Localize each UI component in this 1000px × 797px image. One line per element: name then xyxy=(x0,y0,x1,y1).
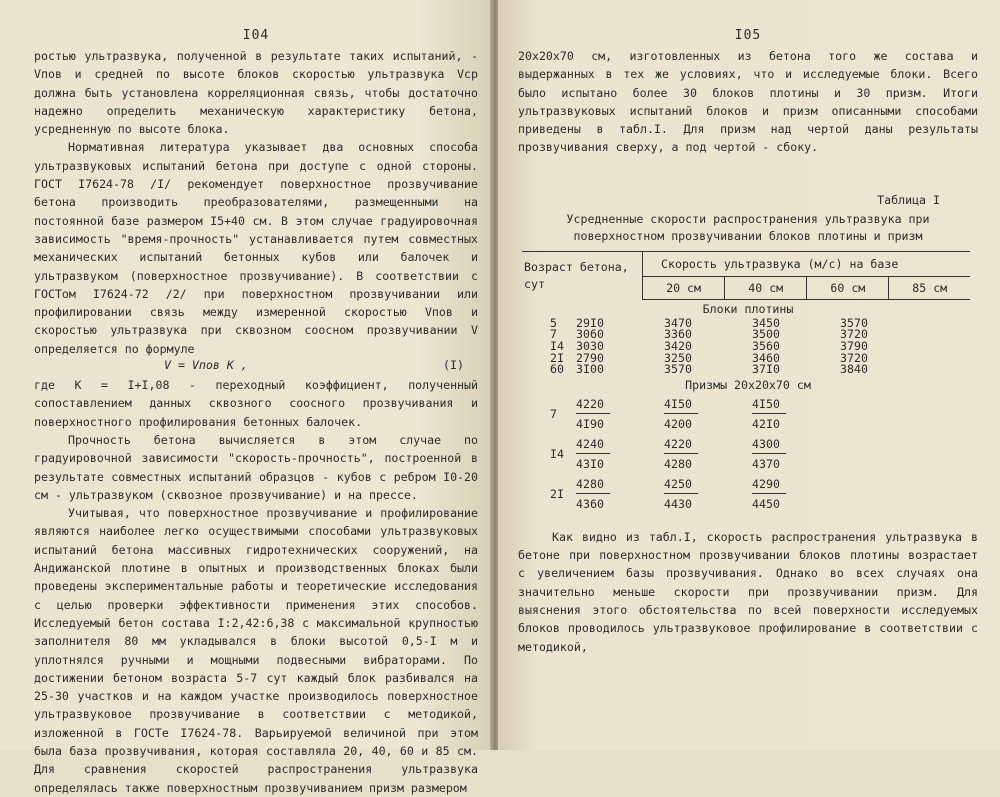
value-top: 4250 xyxy=(664,476,692,491)
right-page xyxy=(498,0,1000,750)
prism-row xyxy=(518,434,978,474)
age-cell: 60 xyxy=(550,362,564,377)
fraction-cell xyxy=(752,476,840,512)
value-cell: 3470 xyxy=(664,315,692,330)
value-cell: 3450 xyxy=(752,315,780,330)
formula-number: (I) xyxy=(443,358,464,373)
value-cell: 3030 xyxy=(576,338,604,353)
value-bottom: 42I0 xyxy=(752,416,780,431)
age-cell: I4 xyxy=(550,338,564,353)
value-top: 4220 xyxy=(664,436,692,451)
value-top: 4I50 xyxy=(664,396,692,411)
value-top: 4220 xyxy=(576,396,604,411)
value-cell: 3460 xyxy=(752,350,780,365)
paragraph: ростью ультразвука, полученной в результате таких испытаний, - Vпов и средней по высоте блоков скоростью ультразвука Vср должна быть установлена корреляционная связь, чтобы достаточно надежно определить механическую характеристику бетона, усредненную по высоте блока. xyxy=(34,49,478,137)
table-title-line: поверхностном прозвучивании блоков плотины и призм xyxy=(573,228,923,243)
value-top: 4300 xyxy=(752,436,780,451)
table-title xyxy=(518,211,978,245)
right-page-number: I05 xyxy=(734,28,762,43)
paragraph: 20x20x70 см, изготовленных из бетона того же состава и выдержанных в тех же условиях, что и исследуемые блоки. Всего было испытано более 30 блоков плотины и 30 призм. Итоги ультразвуковых испытаний блоков и призм описанными способами приведены в табл.I. Для призм над чертой даны результаты прозвучивания сверху, а под чертой - сбоку. xyxy=(518,49,978,155)
header-base: 40 см xyxy=(725,276,807,299)
fraction-cell xyxy=(576,396,664,432)
value-cell: 3500 xyxy=(752,327,780,342)
value-bottom: 4360 xyxy=(576,496,604,511)
header-base: 85 см xyxy=(889,276,970,299)
paragraph: где K = I+I,08 - переходный коэффициент, полученный сопоставлением данных сквозного соосного прозвучивания и поверхностного профилирования бетонных балочек. xyxy=(34,378,478,429)
age-cell: 7 xyxy=(550,406,557,421)
paragraph: Прочность бетона вычисляется в этом случае по градуировочной зависимости "скорость-прочность", построенной в результате совместных испытаний образцов - кубов с ребром I0-20 см - ультразвуком (сквозное прозвучивание) и на прессе. xyxy=(34,432,478,502)
left-page-number: I04 xyxy=(242,28,270,43)
value-cell: 3720 xyxy=(840,350,868,365)
value-top: 4I50 xyxy=(752,396,780,411)
fraction-cell xyxy=(576,436,664,472)
paragraph: Как видно из табл.I, скорость распространения ультразвука в бетоне при поверхностном прозвучивании блоков плотины возрастает с увеличением базы прозвучивания. Однако во всех случаях она значительно меньше скорости при прозвучивании призм. Для выяснения этого обстоятельства по всей поверхности исследуемых блоков проводилось ультразвуковое профилирование в соответствии с методикой, xyxy=(518,529,978,654)
value-bottom: 43I0 xyxy=(576,456,604,471)
value-cell: 3060 xyxy=(576,327,604,342)
value-top: 4240 xyxy=(576,436,604,451)
value-cell: 3I00 xyxy=(576,362,604,377)
formula-line xyxy=(34,358,478,376)
right-page-text xyxy=(518,47,978,157)
age-cell: 5 xyxy=(550,315,557,330)
value-bottom: 4450 xyxy=(752,496,780,511)
value-cell: 3570 xyxy=(664,362,692,377)
prism-row xyxy=(518,474,978,514)
formula: V = Vпов K , xyxy=(164,358,248,373)
header-age: Возраст бетона, сут xyxy=(524,259,629,291)
value-cell: 37I0 xyxy=(752,362,780,377)
header-base: 60 см xyxy=(807,276,889,299)
section-label-blocks: Блоки плотины xyxy=(702,301,794,316)
fraction-cell xyxy=(752,396,840,432)
value-cell: 2790 xyxy=(576,350,604,365)
value-cell: 29I0 xyxy=(576,315,604,330)
value-bottom: 4280 xyxy=(664,456,692,471)
left-page-text xyxy=(34,47,478,797)
value-cell: 3720 xyxy=(840,327,868,342)
header-speed: Скорость ультразвука (м/с) на базе xyxy=(643,251,971,276)
value-cell: 3360 xyxy=(664,327,692,342)
value-cell: 3560 xyxy=(752,338,780,353)
prism-row xyxy=(518,394,978,434)
fraction-cell xyxy=(664,436,752,472)
value-bottom: 4200 xyxy=(664,416,692,431)
left-page xyxy=(0,0,492,795)
age-cell: 2I xyxy=(550,486,564,501)
fraction-cell xyxy=(576,476,664,512)
value-top: 4280 xyxy=(576,476,604,491)
paragraph: Нормативная литература указывает два основных способа ультразвуковых испытаний бетона при доступе с одной стороны. ГОСТ I7624-78 /I/ рекомендует поверхностное прозвучивание бетона производить преобразователями, размещенными на постоянной базе размером I5+40 см. В этом случае градуировочная зависимость "время-прочность" устанавливается путем совместных механических испытаний бетонных кубов или балочек и ультразвуком (поверхностное прозвучивание). В соответствии с ГОСТом I7624-72 /2/ при поверхностном прозвучивании или профилировании связь между измеренной скоростью Vпов и скоростью ультразвука при сквозном соосном прозвучивании V определяется по формуле xyxy=(34,140,478,356)
value-bottom: 4I90 xyxy=(576,416,604,431)
section-label-prisms: Призмы 20x20x70 см xyxy=(685,377,811,392)
fraction-cell xyxy=(664,396,752,432)
fraction-cell xyxy=(752,436,840,472)
value-bottom: 4430 xyxy=(664,496,692,511)
results-table xyxy=(522,251,970,300)
value-cell: 3250 xyxy=(664,350,692,365)
value-bottom: 4370 xyxy=(752,456,780,471)
blocks-data xyxy=(518,315,978,377)
age-cell: I4 xyxy=(550,446,564,461)
table-title-line: Усредненные скорости распространения ультразвука при xyxy=(566,211,930,226)
header-base: 20 см xyxy=(643,276,725,299)
value-cell: 3790 xyxy=(840,338,868,353)
table-caption: Таблица I xyxy=(877,192,940,207)
fraction-cell xyxy=(664,476,752,512)
paragraph: Учитывая, что поверхностное прозвучивание и профилирование являются наиболее легко осуществимыми способами ультразвуковых испытаний бетона массивных гидротехнических сооружений, на Андижанской плотине в опытных и производственных блоках были проведены экспериментальные работы и теоретические исследования с целью проверки эффективности применения этих способов. Исследуемый бетон состава I:2,42:6,38 с максимальной крупностью заполнителя 80 мм укладывался в блоки высотой 0,5-I м и уплотнялся ручными и мощными подвесными вибраторами. По достижении бетоном возраста 5-7 сут каждый блок разбивался на 25-30 участков и на каждом участке производилось поверхностное ультразвуковое прозвучивание в соответствии с методикой, изложенной в ГОСТе I7624-78. Варьируемой величиной при этом была база прозвучивания, которая составляла 20, 40, 60 и 85 см. Для сравнения скоростей распространения ультразвука определялась также поверхностным прозвучиванием призм размером xyxy=(34,506,478,795)
right-page-conclusion xyxy=(518,528,978,656)
value-cell: 3840 xyxy=(840,362,868,377)
age-cell: 2I xyxy=(550,350,564,365)
value-cell: 3570 xyxy=(840,315,868,330)
value-cell: 3420 xyxy=(664,338,692,353)
age-cell: 7 xyxy=(550,327,557,342)
value-top: 4290 xyxy=(752,476,780,491)
